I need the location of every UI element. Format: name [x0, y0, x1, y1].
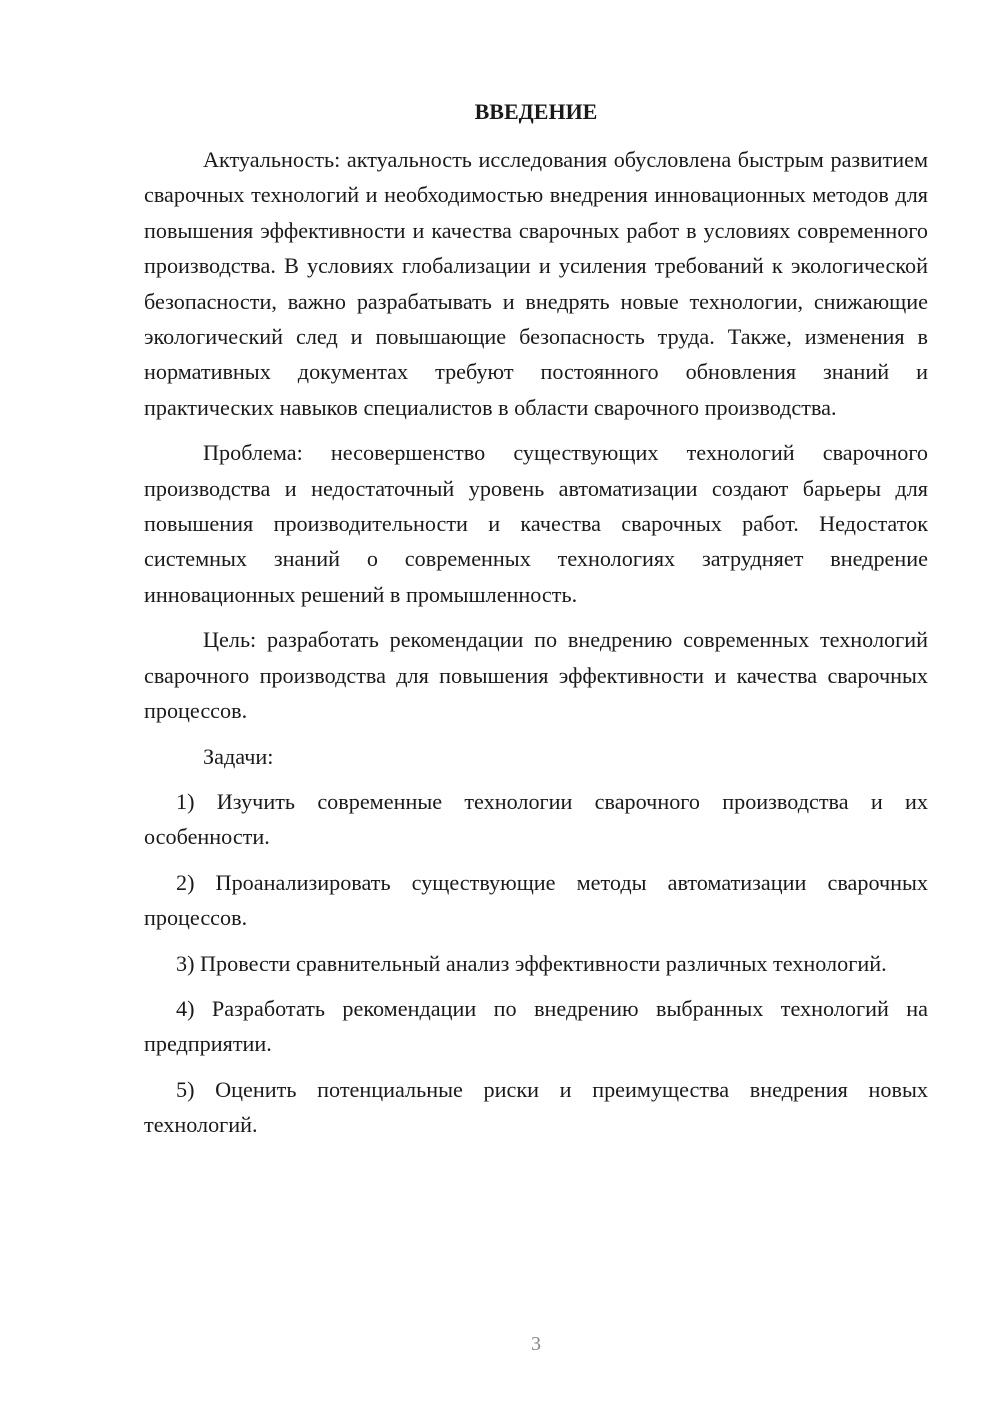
task-item: 2) Проанализировать существующие методы автоматизации сварочных процессов.	[144, 869, 928, 931]
body-text	[144, 142, 928, 1143]
paragraph-problem: Проблема: несовершенство существующих технологий сварочного производства и недостаточный уровень автоматизации создают барьеры для повышения производительности и качества сварочных работ. Недостаток системных знаний о современных технологиях затрудняет внедрение инновационных решений в промышленность.	[144, 440, 928, 607]
paragraph-tasks-heading: Задачи:	[203, 743, 274, 769]
task-item: 3) Провести сравнительный анализ эффективности различных технологий.	[176, 950, 887, 976]
task-item: 5) Оценить потенциальные риски и преимущества внедрения новых технологий.	[144, 1076, 928, 1138]
task-item: 4) Разработать рекомендации по внедрению выбранных технологий на предприятии.	[144, 995, 928, 1057]
page-title: ВВЕДЕНИЕ	[474, 99, 598, 124]
paragraph-relevance: Актуальность: актуальность исследования обусловлена быстрым развитием сварочных технологий и необходимостью внедрения инновационных методов для повышения эффективности и качества сварочных работ в условиях современного производства. В условиях глобализации и усиления требований к экологической безопасности, важно разрабатывать и внедрять новые технологии, снижающие экологический след и повышающие безопасность труда. Также, изменения в нормативных документах требуют постоянного обновления знаний и практических навыков специалистов в области сварочного производства.	[144, 147, 928, 420]
paragraph-goal: Цель: разработать рекомендации по внедрению современных технологий сварочного производства для повышения эффективности и качества сварочных процессов.	[144, 627, 928, 724]
page-number: 3	[531, 1333, 541, 1355]
task-item: 1) Изучить современные технологии сварочного производства и их особенности.	[144, 788, 928, 850]
